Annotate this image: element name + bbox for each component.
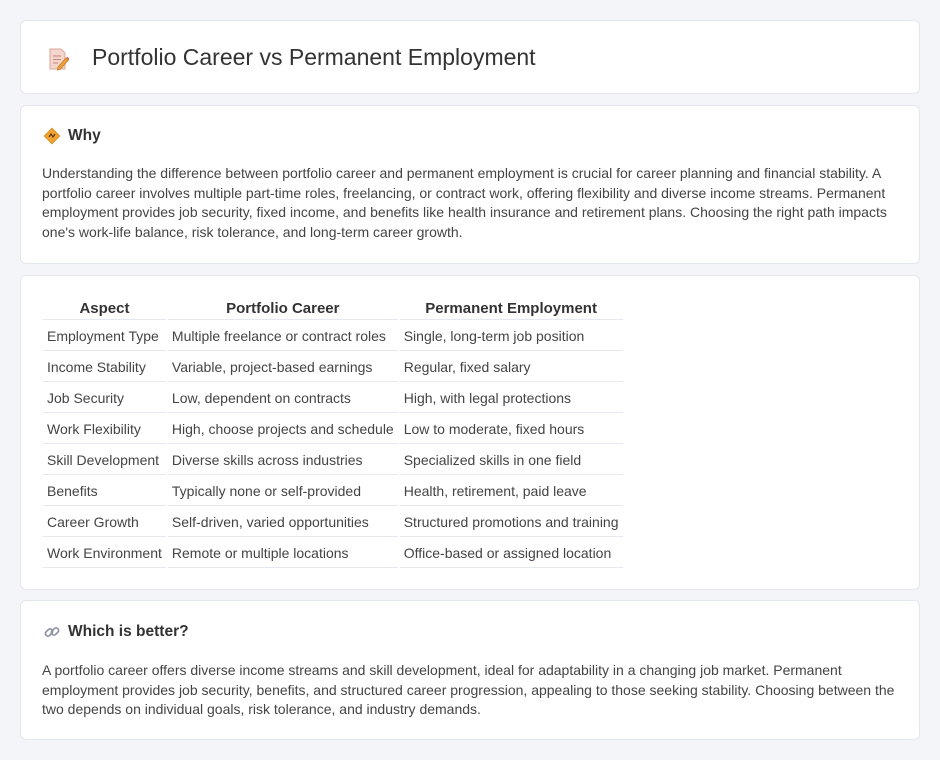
permanent-cell: Office-based or assigned location	[400, 539, 623, 568]
aspect-cell: Benefits	[43, 477, 166, 506]
portfolio-cell: Low, dependent on contracts	[168, 384, 398, 413]
table-row	[43, 415, 623, 444]
aspect-cell: Job Security	[43, 384, 166, 413]
table-header-row	[43, 298, 623, 320]
permanent-cell: Health, retirement, paid leave	[400, 477, 623, 506]
comparison-section	[20, 275, 920, 590]
permanent-cell: Structured promotions and training	[400, 508, 623, 537]
why-heading-row	[43, 127, 101, 145]
portfolio-cell: Variable, project-based earnings	[168, 353, 398, 382]
portfolio-cell: Remote or multiple locations	[168, 539, 398, 568]
portfolio-cell: Multiple freelance or contract roles	[168, 322, 398, 351]
table-row	[43, 539, 623, 568]
better-heading: Which is better?	[68, 623, 189, 640]
portfolio-cell: Self-driven, varied opportunities	[168, 508, 398, 537]
comparison-table	[41, 296, 625, 570]
why-section	[20, 105, 920, 264]
aspect-cell: Work Flexibility	[43, 415, 166, 444]
table-row	[43, 446, 623, 475]
aspect-cell: Employment Type	[43, 322, 166, 351]
portfolio-cell: Typically none or self-provided	[168, 477, 398, 506]
portfolio-cell: Diverse skills across industries	[168, 446, 398, 475]
permanent-cell: Regular, fixed salary	[400, 353, 623, 382]
header-portfolio-career: Portfolio Career	[168, 298, 398, 320]
why-text: Understanding the difference between portfolio career and permanent employment is crucial for career planning and financial stability. A portfolio career involves multiple part-time roles, freelancing, or contract work, offering flexibility and diverse income streams. Permanent employment provides job security, fixed income, and benefits like health insurance and retirement plans. Choosing the right path impacts one's work-life balance, risk tolerance, and long-term career growth.	[42, 165, 887, 240]
permanent-cell: Single, long-term job position	[400, 322, 623, 351]
table-row	[43, 353, 623, 382]
portfolio-cell: High, choose projects and schedule	[168, 415, 398, 444]
header-permanent-employment: Permanent Employment	[400, 298, 623, 320]
aspect-cell: Income Stability	[43, 353, 166, 382]
permanent-cell: High, with legal protections	[400, 384, 623, 413]
table-row	[43, 477, 623, 506]
title-card	[20, 20, 920, 94]
table-row	[43, 384, 623, 413]
aspect-cell: Career Growth	[43, 508, 166, 537]
why-heading: Why	[68, 127, 101, 144]
aspect-cell: Work Environment	[43, 539, 166, 568]
link-icon	[43, 623, 61, 641]
document-pencil-icon	[47, 47, 69, 71]
better-text: A portfolio career offers diverse income streams and skill development, ideal for adaptability in a changing job market. Permanent employment provides job security, benefits, and structured career progression, appealing to those seeking stability. Choosing between the two depends on individual goals, risk tolerance, and industry demands.	[42, 662, 895, 717]
header-aspect: Aspect	[43, 298, 166, 320]
permanent-cell: Low to moderate, fixed hours	[400, 415, 623, 444]
table-row	[43, 508, 623, 537]
table-row	[43, 322, 623, 351]
diamond-signal-icon	[43, 127, 61, 145]
aspect-cell: Skill Development	[43, 446, 166, 475]
better-heading-row	[43, 623, 189, 641]
which-is-better-section	[20, 600, 920, 740]
page-title: Portfolio Career vs Permanent Employment	[92, 44, 536, 70]
permanent-cell: Specialized skills in one field	[400, 446, 623, 475]
